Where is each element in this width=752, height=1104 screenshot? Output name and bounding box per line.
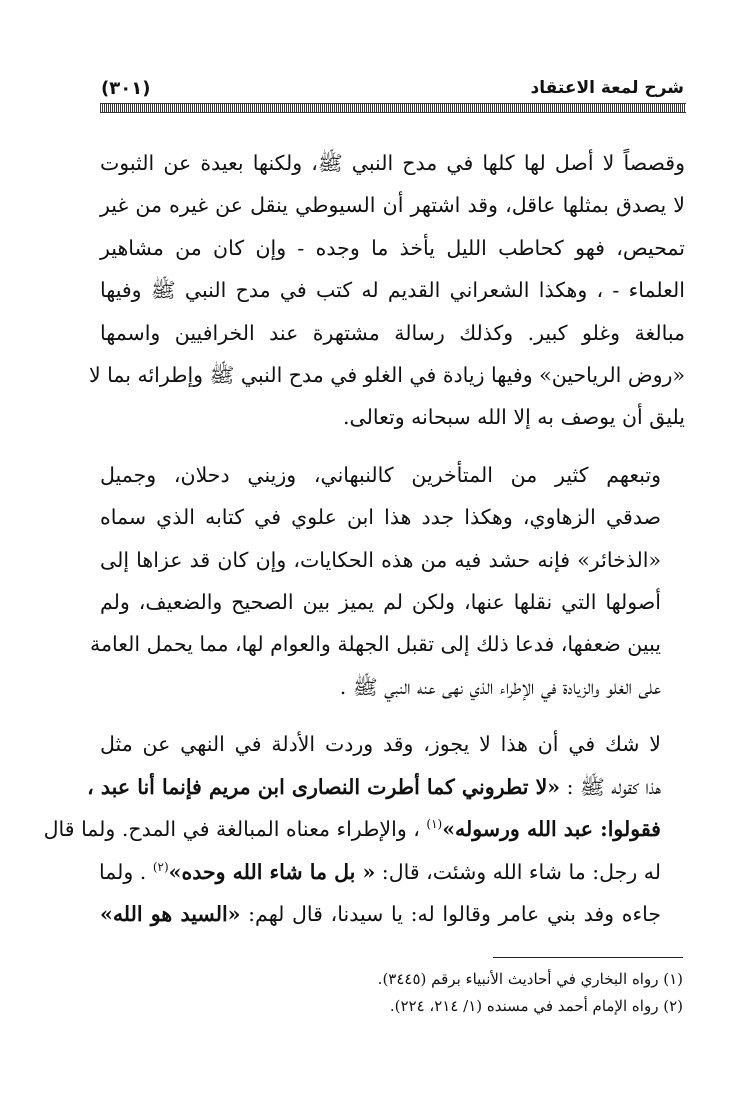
footnotes [100, 966, 683, 1020]
text-line: وتبعهم كثير من المتأخرين كالنبهاني، وزيني دحلان، وجميل [100, 462, 661, 487]
hadith-quote: «السيد هو الله» [100, 901, 241, 926]
footnote-1: (١) رواه البخاري في أحاديث الأنبياء برقم (٣٤٤٥). [377, 970, 683, 988]
running-title: شرح لمعة الاعتقاد [530, 78, 684, 98]
text-run: . ولما [99, 859, 153, 884]
page-number: (٣٠١) [101, 77, 151, 99]
text-line: أصولها التي نقلها عنها، ولكن لم يميز بين الصحيح والضعيف، ولم [100, 590, 661, 615]
text-line: يبين ضعفها، فدعا ذلك إلى تقبل الجهلة والعوام لها، مما يحمل العامة [90, 632, 661, 657]
text-line: تمحيص، فهو كحاطب الليل يأخذ ما وجده - وإن كان من مشاهير [100, 235, 685, 260]
text-line: صدقي الزهاوي، وهكذا جدد هذا ابن علوي في كتابه الذي سماه [100, 505, 661, 530]
text-line: وقصصاً لا أصل لها كلها في مدح النبي ﷺ، ولكنها بعيدة عن الثبوت [100, 151, 685, 175]
text-line: «الذخائر» فإنه حشد فيه من هذه الحكايات، وإن كان قد عزاها إلى [100, 547, 661, 572]
footnote-divider [493, 957, 683, 958]
text-line [87, 766, 685, 808]
text-run: هذا كقوله ﷺ : [560, 774, 661, 799]
text-run: ، والإطراء معناه المبالغة في المدح. ولما قال [43, 817, 427, 842]
text-line [43, 808, 685, 850]
main-text [43, 142, 685, 950]
footnote-2: (٢) رواه الإمام أحمد في مسنده (١/ ٢١٤، ٢٢٤). [389, 997, 683, 1015]
text-run: جاءه وفد بني عامر وقالوا له: يا سيدنا، قال لهم: [240, 901, 661, 926]
footnote-marker[interactable]: (١) [426, 817, 443, 832]
text-line [100, 851, 685, 893]
header-divider [100, 103, 686, 113]
footnote-marker[interactable]: (٢) [152, 859, 169, 874]
text-line: مبالغة وغلو كبير. وكذلك رسالة مشتهرة عند الخرافيين واسمها [100, 320, 685, 345]
hadith-quote: فقولوا: عبد الله ورسوله» [442, 817, 661, 842]
text-line: «روض الرياحين» وفيها زيادة في الغلو في مدح النبي ﷺ وإطرائه بما لا [88, 363, 685, 388]
paragraph-1 [88, 142, 685, 439]
paragraph-3 [43, 723, 685, 935]
hadith-quote: «لا تطروني كما أطرت النصارى ابن مريم فإنما أنا عبد ، [87, 774, 561, 799]
text-line: على الغلو والزيادة في الإطراء الذي نهى عنه النبي ﷺ . [339, 674, 661, 699]
text-line: لا يصدق بمثلها عاقل، وقد اشتهر أن السيوطي ينقل عن غيره من غير [100, 193, 685, 218]
text-line: يليق أن يوصف به إلا الله سبحانه وتعالى. [343, 405, 685, 430]
text-line [100, 893, 685, 935]
page-header [101, 74, 684, 102]
text-run: له رجل: ما شاء الله وشئت، قال: [375, 859, 661, 884]
text-line: العلماء - ، وهكذا الشعراني القديم له كتب في مدح النبي ﷺ وفيها [100, 278, 685, 303]
hadith-quote: « بل ما شاء الله وحده» [168, 859, 376, 884]
paragraph-2 [90, 454, 685, 708]
text-line: لا شك في أن هذا لا يجوز، وقد وردت الأدلة في النهي عن مثل [100, 732, 661, 757]
